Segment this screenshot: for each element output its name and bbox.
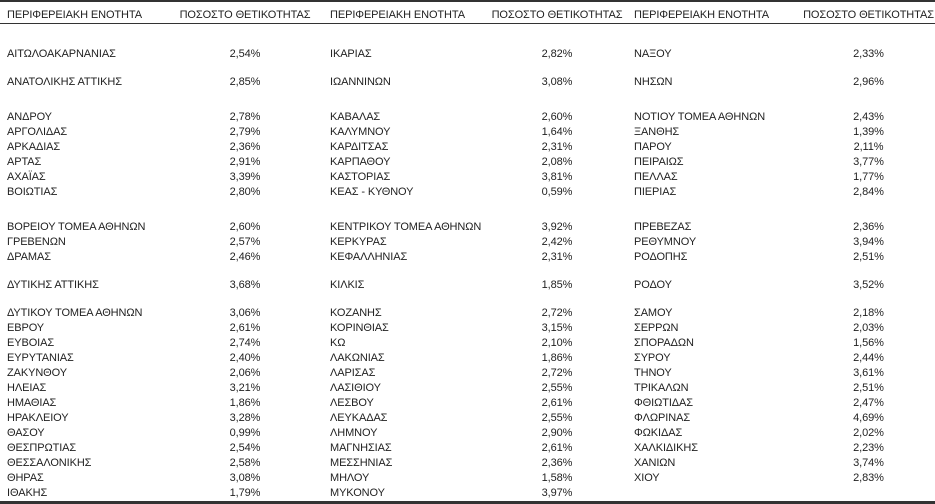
positivity-value-cell: 2,60% bbox=[229, 221, 261, 233]
positivity-value-cell: 2,40% bbox=[229, 352, 261, 364]
positivity-value-cell: 2,02% bbox=[853, 427, 884, 439]
positivity-value-cell: 2,51% bbox=[853, 251, 884, 263]
positivity-value-cell: 2,10% bbox=[541, 337, 573, 349]
region-name-cell: ΡΟΔΟΥ bbox=[634, 279, 672, 291]
positivity-value-cell: 2,11% bbox=[853, 141, 884, 153]
region-name-cell: ΤΗΝΟΥ bbox=[634, 367, 672, 379]
positivity-value-cell: 1,77% bbox=[853, 171, 884, 183]
region-name-cell: ΖΑΚΥΝΘΟΥ bbox=[7, 367, 67, 379]
table-row bbox=[0, 155, 935, 170]
region-name-cell: ΔΡΑΜΑΣ bbox=[7, 251, 51, 263]
positivity-value-cell: 2,85% bbox=[229, 75, 261, 88]
region-name-cell: ΜΑΓΝΗΣΙΑΣ bbox=[330, 442, 392, 454]
column-header-region: ΠΕΡΙΦΕΡΕΙΑΚΗ ΕΝΟΤΗΤΑ bbox=[634, 9, 769, 21]
positivity-value-cell: 3,08% bbox=[229, 472, 261, 484]
region-name-cell: ΝΑΞΟΥ bbox=[634, 47, 672, 60]
region-name-cell: ΘΕΣΣΑΛΟΝΙΚΗΣ bbox=[7, 457, 92, 469]
table-row bbox=[0, 220, 935, 235]
positivity-value-cell: 3,97% bbox=[541, 487, 573, 499]
region-name-cell: ΠΕΛΛΑΣ bbox=[634, 171, 678, 183]
spacer-row bbox=[0, 200, 935, 220]
region-name-cell: ΚΟΖΑΝΗΣ bbox=[330, 307, 382, 319]
positivity-value-cell: 3,81% bbox=[541, 171, 573, 183]
table-row bbox=[0, 110, 935, 125]
positivity-value-cell: 2,57% bbox=[229, 236, 261, 248]
positivity-value-cell: 1,56% bbox=[853, 337, 884, 349]
positivity-value-cell: 2,96% bbox=[853, 75, 884, 88]
positivity-value-cell: 2,55% bbox=[541, 382, 573, 394]
region-name-cell: ΣΕΡΡΩΝ bbox=[634, 322, 679, 334]
spacer-row bbox=[0, 293, 935, 306]
region-name-cell: ΔΥΤΙΚΗΣ ΑΤΤΙΚΗΣ bbox=[7, 279, 99, 291]
region-name-cell: ΜΕΣΣΗΝΙΑΣ bbox=[330, 457, 393, 469]
region-name-cell: ΝΗΣΩΝ bbox=[634, 75, 673, 88]
positivity-value-cell: 2,36% bbox=[541, 457, 573, 469]
spacer-row bbox=[0, 96, 935, 110]
positivity-value-cell: 2,36% bbox=[853, 221, 884, 233]
positivity-value-cell: 2,51% bbox=[853, 382, 884, 394]
region-name-cell: ΣΥΡΟΥ bbox=[634, 352, 671, 364]
table-row bbox=[0, 140, 935, 155]
region-name-cell: ΑΡΓΟΛΙΔΑΣ bbox=[7, 126, 68, 138]
positivity-value-cell: 2,55% bbox=[541, 412, 573, 424]
region-name-cell: ΚΑΛΥΜΝΟΥ bbox=[330, 126, 391, 138]
table-row bbox=[0, 68, 935, 96]
region-name-cell: ΜΥΚΟΝΟΥ bbox=[330, 487, 385, 499]
table-row bbox=[0, 441, 935, 456]
column-header-region: ΠΕΡΙΦΕΡΕΙΑΚΗ ΕΝΟΤΗΤΑ bbox=[330, 9, 465, 21]
table-row bbox=[0, 336, 935, 351]
positivity-value-cell: 2,54% bbox=[229, 442, 261, 454]
positivity-value-cell: 2,46% bbox=[229, 251, 261, 263]
region-name-cell: ΗΡΑΚΛΕΙΟΥ bbox=[7, 412, 69, 424]
region-name-cell: ΧΑΛΚΙΔΙΚΗΣ bbox=[634, 442, 698, 454]
positivity-value-cell: 3,28% bbox=[229, 412, 261, 424]
table-row bbox=[0, 396, 935, 411]
positivity-value-cell: 2,60% bbox=[541, 111, 573, 123]
column-header-positivity: ΠΟΣΟΣΤΟ ΘΕΤΙΚΟΤΗΤΑΣ bbox=[803, 9, 934, 21]
region-name-cell: ΛΗΜΝΟΥ bbox=[330, 427, 378, 439]
region-name-cell: ΚΑΡΔΙΤΣΑΣ bbox=[330, 141, 389, 153]
region-name-cell: ΜΗΛΟΥ bbox=[330, 472, 370, 484]
positivity-value-cell: 3,52% bbox=[853, 279, 884, 291]
positivity-value-cell: 2,61% bbox=[541, 397, 573, 409]
region-name-cell: ΚΙΛΚΙΣ bbox=[330, 279, 365, 291]
table-row bbox=[0, 170, 935, 185]
positivity-value-cell: 0,99% bbox=[229, 427, 261, 439]
positivity-value-cell: 2,23% bbox=[853, 442, 884, 454]
positivity-value-cell: 3,94% bbox=[853, 236, 884, 248]
table-row bbox=[0, 366, 935, 381]
positivity-value-cell: 3,77% bbox=[853, 156, 884, 168]
region-name-cell: ΑΙΤΩΛΟΑΚΑΡΝΑΝΙΑΣ bbox=[7, 47, 116, 60]
region-name-cell: ΚΑΒΑΛΑΣ bbox=[330, 111, 381, 123]
region-name-cell: ΕΒΡΟΥ bbox=[7, 322, 45, 334]
column-header-positivity: ΠΟΣΟΣΤΟ ΘΕΤΙΚΟΤΗΤΑΣ bbox=[179, 9, 311, 21]
positivity-value-cell: 3,21% bbox=[229, 382, 261, 394]
region-name-cell: ΚΕΝΤΡΙΚΟΥ ΤΟΜΕΑ ΑΘΗΝΩΝ bbox=[330, 221, 482, 233]
region-name-cell: ΠΕΙΡΑΙΩΣ bbox=[634, 156, 684, 168]
table-row bbox=[0, 471, 935, 486]
region-name-cell: ΛΑΣΙΘΙΟΥ bbox=[330, 382, 381, 394]
region-name-cell: ΛΑΡΙΣΑΣ bbox=[330, 367, 376, 379]
positivity-value-cell: 1,58% bbox=[541, 472, 573, 484]
positivity-value-cell: 2,36% bbox=[229, 141, 261, 153]
region-name-cell: ΣΑΜΟΥ bbox=[634, 307, 673, 319]
positivity-value-cell: 2,33% bbox=[853, 47, 884, 60]
table-row bbox=[0, 381, 935, 396]
region-name-cell: ΠΡΕΒΕΖΑΣ bbox=[634, 221, 692, 233]
header-gap bbox=[0, 24, 935, 40]
region-name-cell: ΙΩΑΝΝΙΝΩΝ bbox=[330, 75, 391, 88]
table-row bbox=[0, 486, 935, 501]
positivity-value-cell: 2,72% bbox=[541, 307, 573, 319]
region-name-cell: ΤΡΙΚΑΛΩΝ bbox=[634, 382, 689, 394]
region-name-cell: ΦΘΙΩΤΙΔΑΣ bbox=[634, 397, 693, 409]
positivity-value-cell: 3,15% bbox=[541, 322, 573, 334]
positivity-value-cell: 3,39% bbox=[229, 171, 261, 183]
region-name-cell: ΚΑΡΠΑΘΟΥ bbox=[330, 156, 391, 168]
positivity-value-cell: 2,43% bbox=[853, 111, 884, 123]
positivity-value-cell: 2,08% bbox=[541, 156, 573, 168]
region-name-cell: ΞΑΝΘΗΣ bbox=[634, 126, 680, 138]
positivity-value-cell: 2,80% bbox=[229, 186, 261, 198]
region-name-cell: ΚΑΣΤΟΡΙΑΣ bbox=[330, 171, 391, 183]
region-name-cell: ΠΑΡΟΥ bbox=[634, 141, 672, 153]
region-name-cell: ΦΛΩΡΙΝΑΣ bbox=[634, 412, 691, 424]
positivity-value-cell: 2,78% bbox=[229, 111, 261, 123]
spacer-row bbox=[0, 265, 935, 278]
positivity-value-cell: 2,61% bbox=[541, 442, 573, 454]
positivity-value-cell: 2,90% bbox=[541, 427, 573, 439]
positivity-value-cell: 2,61% bbox=[229, 322, 261, 334]
region-name-cell: ΡΟΔΟΠΗΣ bbox=[634, 251, 688, 263]
positivity-value-cell: 2,31% bbox=[541, 251, 573, 263]
table-row bbox=[0, 426, 935, 441]
region-name-cell: ΕΥΒΟΙΑΣ bbox=[7, 337, 55, 349]
region-name-cell: ΡΕΘΥΜΝΟΥ bbox=[634, 236, 697, 248]
positivity-value-cell: 1,79% bbox=[229, 487, 261, 499]
region-name-cell: ΚΩ bbox=[330, 337, 346, 349]
region-name-cell: ΛΕΥΚΑΔΑΣ bbox=[330, 412, 388, 424]
table-row bbox=[0, 278, 935, 293]
region-name-cell: ΑΡΤΑΣ bbox=[7, 156, 42, 168]
positivity-value-cell: 2,42% bbox=[541, 236, 573, 248]
table-row bbox=[0, 185, 935, 200]
region-name-cell: ΝΟΤΙΟΥ ΤΟΜΕΑ ΑΘΗΝΩΝ bbox=[634, 111, 766, 123]
positivity-value-cell: 2,58% bbox=[229, 457, 261, 469]
region-name-cell: ΚΟΡΙΝΘΙΑΣ bbox=[330, 322, 389, 334]
region-name-cell: ΚΕΦΑΛΛΗΝΙΑΣ bbox=[330, 251, 408, 263]
positivity-value-cell: 2,44% bbox=[853, 352, 884, 364]
region-name-cell: ΣΠΟΡΑΔΩΝ bbox=[634, 337, 694, 349]
region-name-cell: ΛΑΚΩΝΙΑΣ bbox=[330, 352, 385, 364]
positivity-value-cell: 2,79% bbox=[229, 126, 261, 138]
region-name-cell: ΠΙΕΡΙΑΣ bbox=[634, 186, 677, 198]
region-name-cell: ΑΝΔΡΟΥ bbox=[7, 111, 52, 123]
table-row bbox=[0, 235, 935, 250]
positivity-value-cell: 2,18% bbox=[853, 307, 884, 319]
positivity-value-cell: 2,83% bbox=[853, 472, 884, 484]
region-name-cell: ΚΕΡΚΥΡΑΣ bbox=[330, 236, 387, 248]
table-row bbox=[0, 411, 935, 426]
positivity-value-cell: 3,08% bbox=[541, 75, 573, 88]
table-row bbox=[0, 456, 935, 471]
positivity-value-cell: 2,06% bbox=[229, 367, 261, 379]
positivity-value-cell: 2,74% bbox=[229, 337, 261, 349]
table-row bbox=[0, 321, 935, 336]
positivity-value-cell: 3,61% bbox=[853, 367, 884, 379]
region-name-cell: ΒΟΡΕΙΟΥ ΤΟΜΕΑ ΑΘΗΝΩΝ bbox=[7, 221, 146, 233]
positivity-value-cell: 3,92% bbox=[541, 221, 573, 233]
positivity-value-cell: 2,91% bbox=[229, 156, 261, 168]
positivity-value-cell: 2,72% bbox=[541, 367, 573, 379]
region-name-cell: ΙΘΑΚΗΣ bbox=[7, 487, 48, 499]
region-name-cell: ΑΝΑΤΟΛΙΚΗΣ ΑΤΤΙΚΗΣ bbox=[7, 75, 122, 88]
region-name-cell: ΘΗΡΑΣ bbox=[7, 472, 44, 484]
region-name-cell: ΛΕΣΒΟΥ bbox=[330, 397, 374, 409]
region-name-cell: ΑΡΚΑΔΙΑΣ bbox=[7, 141, 61, 153]
region-name-cell: ΔΥΤΙΚΟΥ ΤΟΜΕΑ ΑΘΗΝΩΝ bbox=[7, 307, 143, 319]
positivity-value-cell: 2,47% bbox=[853, 397, 884, 409]
positivity-value-cell: 1,64% bbox=[541, 126, 573, 138]
region-name-cell: ΗΜΑΘΙΑΣ bbox=[7, 397, 57, 409]
region-name-cell: ΚΕΑΣ - ΚΥΘΝΟΥ bbox=[330, 186, 414, 198]
region-name-cell: ΙΚΑΡΙΑΣ bbox=[330, 47, 372, 60]
region-name-cell: ΕΥΡΥΤΑΝΙΑΣ bbox=[7, 352, 74, 364]
positivity-value-cell: 2,84% bbox=[853, 186, 884, 198]
region-name-cell: ΘΕΣΠΡΩΤΙΑΣ bbox=[7, 442, 77, 454]
region-name-cell: ΘΑΣΟΥ bbox=[7, 427, 45, 439]
positivity-value-cell: 2,03% bbox=[853, 322, 884, 334]
region-name-cell: ΗΛΕΙΑΣ bbox=[7, 382, 47, 394]
positivity-value-cell: 1,85% bbox=[541, 279, 573, 291]
table-header-row bbox=[0, 2, 935, 24]
positivity-value-cell: 1,39% bbox=[853, 126, 884, 138]
positivity-value-cell: 2,31% bbox=[541, 141, 573, 153]
table-row bbox=[0, 250, 935, 265]
positivity-value-cell: 4,69% bbox=[853, 412, 884, 424]
positivity-value-cell: 3,68% bbox=[229, 279, 261, 291]
region-name-cell: ΧΙΟΥ bbox=[634, 472, 660, 484]
positivity-value-cell: 3,06% bbox=[229, 307, 261, 319]
column-header-positivity: ΠΟΣΟΣΤΟ ΘΕΤΙΚΟΤΗΤΑΣ bbox=[491, 9, 623, 21]
table-row bbox=[0, 125, 935, 140]
region-name-cell: ΒΟΙΩΤΙΑΣ bbox=[7, 186, 58, 198]
positivity-value-cell: 2,82% bbox=[541, 47, 573, 60]
region-name-cell: ΑΧΑΪΑΣ bbox=[7, 171, 46, 183]
column-header-region: ΠΕΡΙΦΕΡΕΙΑΚΗ ΕΝΟΤΗΤΑ bbox=[7, 9, 142, 21]
table-body bbox=[0, 40, 935, 501]
table-row bbox=[0, 306, 935, 321]
region-name-cell: ΧΑΝΙΩΝ bbox=[634, 457, 676, 469]
table-row bbox=[0, 351, 935, 366]
positivity-value-cell: 3,74% bbox=[853, 457, 884, 469]
positivity-value-cell: 2,54% bbox=[229, 47, 261, 60]
region-name-cell: ΓΡΕΒΕΝΩΝ bbox=[7, 236, 66, 248]
positivity-value-cell: 0,59% bbox=[541, 186, 573, 198]
table-row bbox=[0, 40, 935, 68]
positivity-value-cell: 1,86% bbox=[541, 352, 573, 364]
positivity-value-cell: 1,86% bbox=[229, 397, 261, 409]
region-name-cell: ΦΩΚΙΔΑΣ bbox=[634, 427, 683, 439]
